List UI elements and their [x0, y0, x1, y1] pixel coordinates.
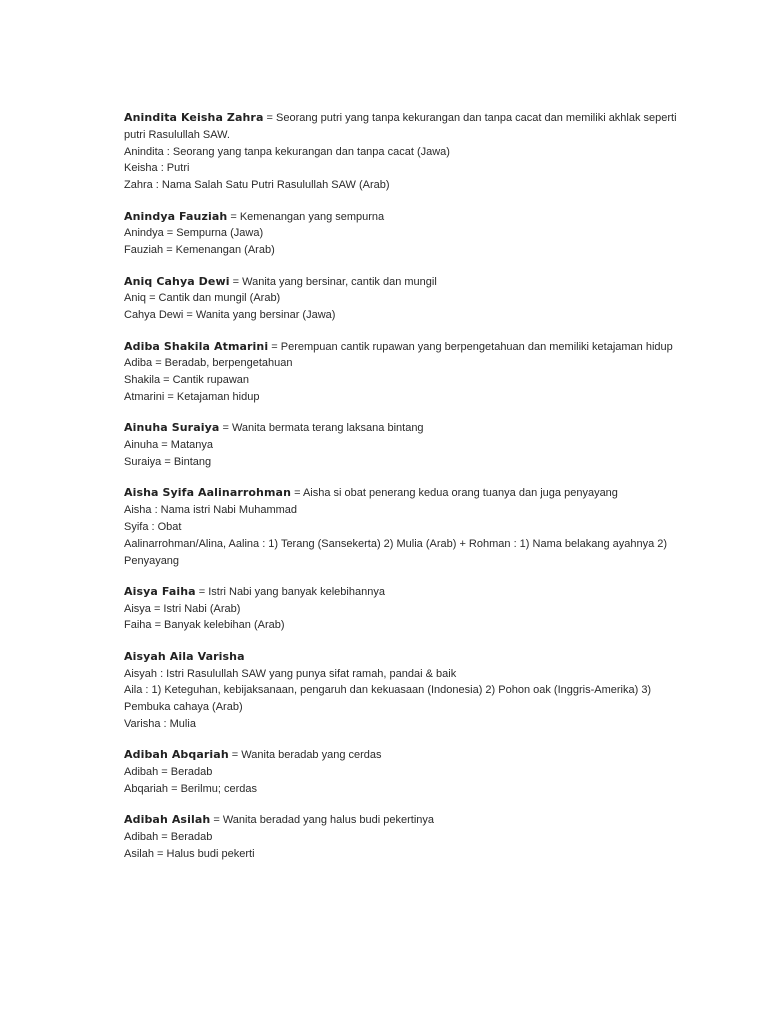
entry-name: Aniq Cahya Dewi — [124, 274, 230, 288]
entry-separator: = — [263, 112, 277, 124]
entry-meaning: Kemenangan yang sempurna — [239, 210, 385, 223]
entry-name: Adiba Shakila Atmarini — [124, 339, 269, 353]
entry-line: Abqariah = Berilmu; cerdas — [124, 783, 257, 796]
entry-heading — [124, 420, 680, 437]
entry-heading — [124, 274, 680, 291]
entry-line: Adibah = Beradab — [124, 831, 213, 844]
entry-heading — [124, 339, 680, 356]
entry-separator: = — [219, 422, 232, 435]
entry-meaning: Wanita bermata terang laksana bintang — [231, 422, 424, 435]
entry-heading — [124, 584, 680, 601]
name-entry — [124, 649, 680, 733]
entry-separator: = — [229, 275, 243, 288]
entry-line: Anindita : Seorang yang tanpa kekurangan dan tanpa cacat (Jawa) — [124, 145, 450, 158]
name-entry — [124, 812, 680, 862]
entry-line: Aalinarrohman/Alina, Aalina : 1) Terang (Sansekerta) 2) Mulia (Arab) + Rohman : 1) Nama belakang ayahnya 2) Penyayang — [124, 537, 668, 567]
entry-name: Anindita Keisha Zahra — [124, 111, 264, 124]
entry-name: Ainuha Suraiya — [124, 421, 220, 435]
entry-line: Adiba = Beradab, berpengetahuan — [124, 357, 293, 370]
entry-line: Shakila = Cantik rupawan — [124, 374, 250, 387]
entry-heading — [124, 649, 680, 666]
entry-meaning: Perempuan cantik rupawan yang berpengetahuan dan memiliki ketajaman hidup — [280, 340, 673, 353]
entry-name: Adibah Abqariah — [124, 748, 229, 762]
entry-meaning: Wanita beradad yang halus budi pekertinya — [222, 814, 435, 827]
entry-heading — [124, 209, 680, 226]
entry-line: Fauziah = Kemenangan (Arab) — [124, 244, 275, 257]
entry-separator: = — [195, 585, 209, 598]
entry-separator: = — [268, 340, 281, 353]
entry-line: Aisha : Nama istri Nabi Muhammad — [124, 504, 298, 517]
entry-line: Keisha : Putri — [124, 162, 190, 175]
entry-line: Asilah = Halus budi pekerti — [124, 848, 255, 861]
entry-name: Adibah Asilah — [124, 813, 211, 827]
name-entry — [124, 110, 680, 194]
document-body — [124, 110, 680, 877]
name-entry — [124, 209, 680, 259]
entry-heading — [124, 110, 680, 144]
entry-separator: = — [228, 749, 242, 762]
entry-line: Aisya = Istri Nabi (Arab) — [124, 602, 241, 615]
entry-meaning: Istri Nabi yang banyak kelebihannya — [208, 585, 385, 598]
entry-meaning: Wanita yang bersinar, cantik dan mungil — [242, 275, 437, 288]
entry-separator: = — [227, 210, 240, 223]
name-entry — [124, 584, 680, 634]
entry-heading — [124, 812, 680, 829]
name-entry — [124, 274, 680, 324]
entry-meaning: Wanita beradab yang cerdas — [241, 749, 382, 762]
name-entry — [124, 747, 680, 797]
entry-line: Varisha : Mulia — [124, 718, 196, 731]
name-entry — [124, 420, 680, 470]
entry-line: Zahra : Nama Salah Satu Putri Rasulullah SAW (Arab) — [124, 179, 390, 192]
entry-separator: = — [210, 814, 223, 827]
entry-line: Suraiya = Bintang — [124, 455, 212, 468]
entry-separator: = — [291, 487, 303, 500]
entry-line: Aisyah : Istri Rasulullah SAW yang punya sifat ramah, pandai & baik — [124, 667, 457, 680]
entry-line: Adibah = Beradab — [124, 766, 213, 779]
entry-line: Anindya = Sempurna (Jawa) — [124, 227, 264, 240]
entry-meaning: Aisha si obat penerang kedua orang tuanya dan juga penyayang — [302, 487, 618, 500]
entry-line: Faiha = Banyak kelebihan (Arab) — [124, 619, 285, 632]
entry-line: Aila : 1) Keteguhan, kebijaksanaan, pengaruh dan kekuasaan (Indonesia) 2) Pohon oak (Inggris-Amerika) 3) Pembuka cahaya (Arab) — [124, 684, 652, 714]
name-entry — [124, 339, 680, 406]
entry-meaning: Seorang putri yang tanpa kekurangan dan tanpa cacat dan memiliki akhlak seperti putri Rasulullah SAW. — [124, 112, 677, 141]
name-entry — [124, 485, 680, 569]
entry-line: Cahya Dewi = Wanita yang bersinar (Jawa) — [124, 309, 336, 322]
entry-line: Aniq = Cantik dan mungil (Arab) — [124, 292, 281, 305]
entry-name: Anindya Fauziah — [124, 209, 228, 223]
entry-line: Syifa : Obat — [124, 520, 182, 533]
entry-heading — [124, 747, 680, 764]
entry-heading — [124, 485, 680, 502]
entry-name: Aisya Faiha — [124, 584, 196, 598]
entry-line: Ainuha = Matanya — [124, 439, 213, 452]
entry-line: Atmarini = Ketajaman hidup — [124, 390, 260, 403]
entry-name: Aisha Syifa Aalinarrohman — [124, 486, 292, 500]
entry-name: Aisyah Aila Varisha — [124, 649, 245, 663]
